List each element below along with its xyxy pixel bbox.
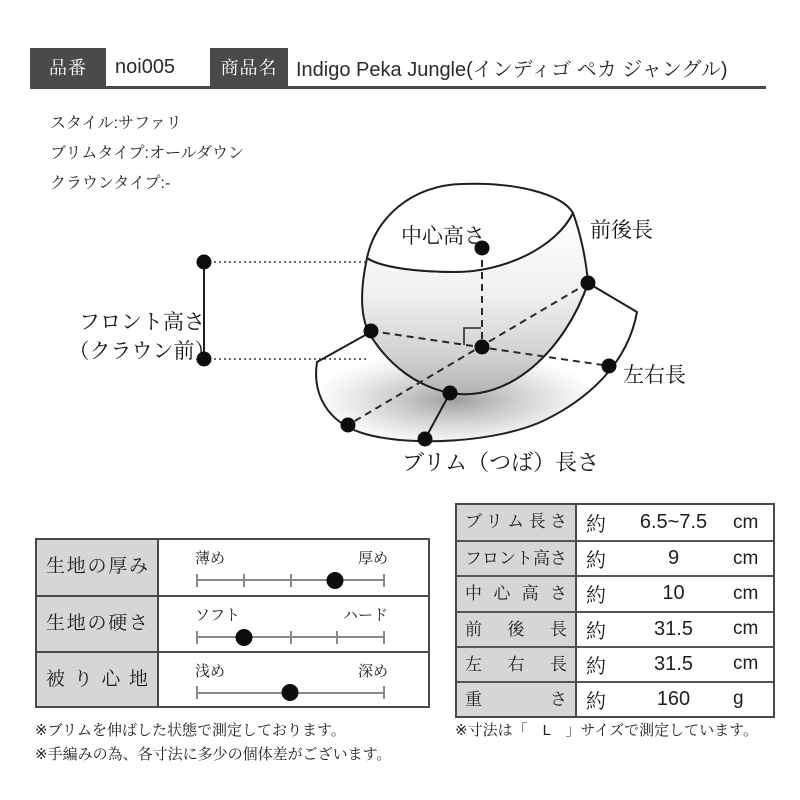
item-code-badge: 品番 <box>30 48 106 86</box>
footnote-handmade: ※手編みの為、各寸法に多少の個体差がございます。 <box>35 746 392 763</box>
left-right-length-label: 左右長 <box>623 364 686 387</box>
brim-length-label: ブリム（つば）長さ <box>402 450 600 475</box>
attribute-crown-type: クラウンタイプ:- <box>50 175 171 192</box>
spec-row-label: ブリム長さ <box>457 505 577 540</box>
item-code-value: noi005 <box>115 55 176 78</box>
slider-track <box>197 636 384 638</box>
front-height-label-line1: フロント高さ <box>79 311 205 334</box>
header <box>30 48 766 89</box>
fabric-row-label: 被り心地 <box>37 651 159 706</box>
spec-row-value: 約 31.5 cm <box>577 611 773 646</box>
slider-max-label: ハード <box>342 607 388 625</box>
measurement-table <box>455 503 775 718</box>
center-height-label: 中心高さ <box>401 225 485 248</box>
spec-row-value: 約 9 cm <box>577 540 773 575</box>
slider-track <box>197 579 384 581</box>
hat-measurement-diagram <box>0 178 800 493</box>
slider-track <box>197 692 384 694</box>
product-name-badge: 商品名 <box>210 48 288 86</box>
spec-row-value: 約 31.5 cm <box>577 646 773 681</box>
attribute-style: スタイル:サファリ <box>50 115 182 132</box>
fabric-row-label: 生地の厚み <box>37 540 159 595</box>
front-height-label-line2: （クラウン前） <box>68 340 216 363</box>
slider-min-label: 浅め <box>195 662 226 680</box>
fabric-row-label: 生地の硬さ <box>37 595 159 650</box>
footnote-size-l: ※寸法は「 L 」サイズで測定しています。 <box>455 722 758 739</box>
spec-row-value: 約 160 g <box>577 681 773 716</box>
spec-row-value: 約 10 cm <box>577 575 773 610</box>
slider-value-dot <box>281 684 298 701</box>
slider-min-label: 薄め <box>195 550 226 567</box>
slider-value-dot <box>235 629 252 646</box>
fabric-hardness-slider <box>159 595 428 650</box>
spec-row-value: 約 6.5~7.5 cm <box>577 505 773 540</box>
fabric-property-table <box>35 538 430 708</box>
spec-row-label: 左右長 <box>457 646 577 681</box>
spec-row-label: 前後長 <box>457 611 577 646</box>
spec-row-label: 重さ <box>457 681 577 716</box>
slider-max-label: 深め <box>357 662 388 680</box>
attribute-brim-type: ブリムタイプ:オールダウン <box>50 145 245 162</box>
footnote-brim-measure: ※ブリムを伸ばした状態で測定しております。 <box>35 722 346 739</box>
front-back-length-label: 前後長 <box>590 219 653 242</box>
slider-max-label: 厚め <box>357 550 388 567</box>
spec-row-label: 中心高さ <box>457 575 577 610</box>
fabric-thickness-slider <box>159 540 428 595</box>
product-name-value: Indigo Peka Jungle(インディゴ ペカ ジャングル) <box>296 58 728 81</box>
slider-min-label: ソフト <box>195 607 241 625</box>
slider-value-dot <box>327 572 344 589</box>
fit-depth-slider <box>159 651 428 706</box>
spec-row-label: フロント高さ <box>457 540 577 575</box>
